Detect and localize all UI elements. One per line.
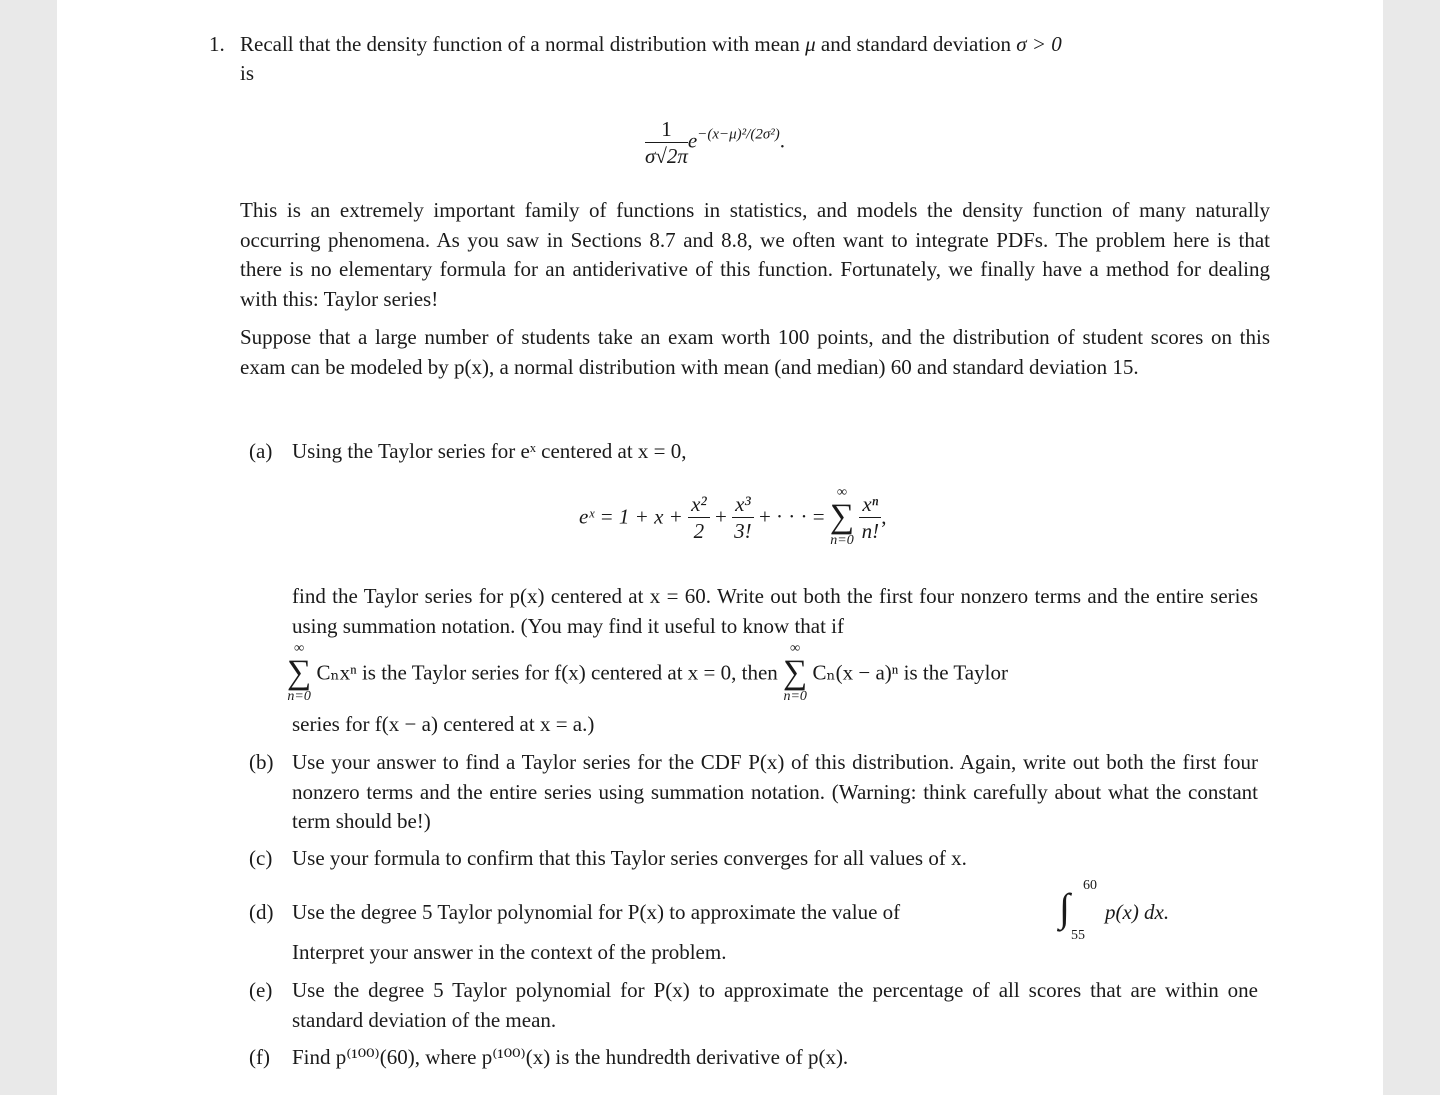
exp-eq-plus: + [714,504,727,529]
part-d-label: (d) [249,900,274,924]
hint-sum-2-bottom: n=0 [783,689,807,704]
part-e [249,976,1269,1036]
exp-sum-symbol: ∑ [829,498,855,535]
part-a-lead: Using the Taylor series for eˣ centered at x = 0, [292,439,687,463]
hint-sum-2-symbol: ∑ [783,654,808,691]
exp-sum [830,486,854,548]
part-b-text: Use your answer to find a Taylor series for the CDF P(x) of this distribution. Again, write out both the first four nonzero terms and the entire series using summation notation. (Warning: think carefully about what the constant term should be!) [292,750,1258,833]
intro-text-a: Recall that the density function of a normal distribution with mean [240,32,800,56]
part-e-text: Use the degree 5 Taylor polynomial for P(x) to approximate the percentage of all scores that are within one standard deviation of the mean. [292,978,1258,1032]
hint-sum-1-bottom: n=0 [287,689,311,704]
integral-expression [1059,878,1199,948]
problem-number: 1. [209,32,225,56]
exp-eq-lhs: eˣ = 1 + x + [579,504,683,529]
part-e-label: (e) [249,978,273,1002]
part-d-text-b: Interpret your answer in the context of the problem. [292,940,727,964]
hint-sum-1-top: ∞ [294,641,305,656]
part-a-body: find the Taylor series for p(x) centered at x = 60. Write out both the first four nonzero terms and the entire series using summation notation. (You may find it useful to know that if [292,584,1258,638]
part-c-text: Use your formula to confirm that this Taylor series converges for all values of x. [292,846,967,870]
part-c [249,844,1269,874]
part-a-label: (a) [249,439,273,463]
paragraph-scenario: Suppose that a large number of students take an exam worth 100 points, and the distribution of student scores on this exam can be modeled by p(x), a normal distribution with mean (and median) 60 and standard deviation 15. [240,325,1270,379]
part-f [249,1043,1269,1075]
hint-sum-1-symbol: ∑ [287,654,312,691]
exp-frac-3-num: xⁿ [859,491,881,518]
exp-frac-1-num: x² [688,491,710,518]
integral-upper: 60 [1083,878,1097,893]
exp-eq-end: , [881,504,887,529]
density-end: . [779,128,785,153]
exp-frac-3-den: n! [861,518,880,543]
part-b [249,748,1269,838]
exp-frac-2-num: x³ [732,491,754,518]
mu-symbol: μ [805,32,816,56]
exp-frac-2 [732,491,754,544]
density-exp-base: e [687,128,698,153]
density-exponent: −(x−μ)²/(2σ²) [697,126,780,143]
part-a-body-end: series for f(x − a) centered at x = a.) [292,712,595,736]
density-fraction [645,116,688,169]
hint-text-a: Cₙxⁿ is the Taylor series for f(x) centered at x = 0, then [316,660,778,685]
part-d-text-a: Use the degree 5 Taylor polynomial for P(x) to approximate the value of [292,900,901,924]
density-formula [645,116,785,176]
exp-sum-top: ∞ [836,485,847,500]
part-f-text: Find p⁽¹⁰⁰⁾(60), where p⁽¹⁰⁰⁾(x) is the hundredth derivative of p(x). [292,1045,849,1069]
hint-text-b: Cₙ(x − a)ⁿ is the Taylor [812,660,1008,685]
density-denominator: σ√2π [645,144,688,168]
hint-sum-1 [287,642,311,704]
exp-eq-mid: + · · · = [758,504,825,529]
intro-is: is [240,61,255,85]
hint-sum-2 [783,642,807,704]
hint-sum-2-top: ∞ [790,641,801,656]
exp-taylor-equation [579,486,887,566]
exp-frac-1-den: 2 [693,518,705,543]
integral-body: p(x) dx. [1105,900,1170,924]
integral-symbol: ∫ [1059,885,1070,930]
exp-frac-1 [688,491,710,544]
problem-document [57,0,1383,1095]
problem-intro [240,30,1280,60]
part-b-label: (b) [249,750,274,774]
sigma-condition: σ > 0 [1016,32,1062,56]
document-page [57,0,1383,1095]
part-a-hint-line [287,642,1277,714]
part-c-label: (c) [249,846,273,870]
part-f-label: (f) [249,1045,270,1069]
exp-frac-2-den: 3! [734,518,752,543]
intro-text-b: and standard deviation [820,32,1012,56]
exp-frac-3 [859,491,881,544]
paragraph-context: This is an extremely important family of functions in statistics, and models the density function of many naturally occurring phenomena. As you saw in Sections 8.7 and 8.8, we often want to integrate PDFs. The problem here is that there is no elementary formula for an antiderivative of this function. Fortunately, we finally have a method for dealing with this: Taylor series! [240,198,1270,311]
integral-lower: 55 [1071,928,1085,943]
exp-sum-bottom: n=0 [830,533,854,548]
density-numerator: 1 [645,116,688,143]
